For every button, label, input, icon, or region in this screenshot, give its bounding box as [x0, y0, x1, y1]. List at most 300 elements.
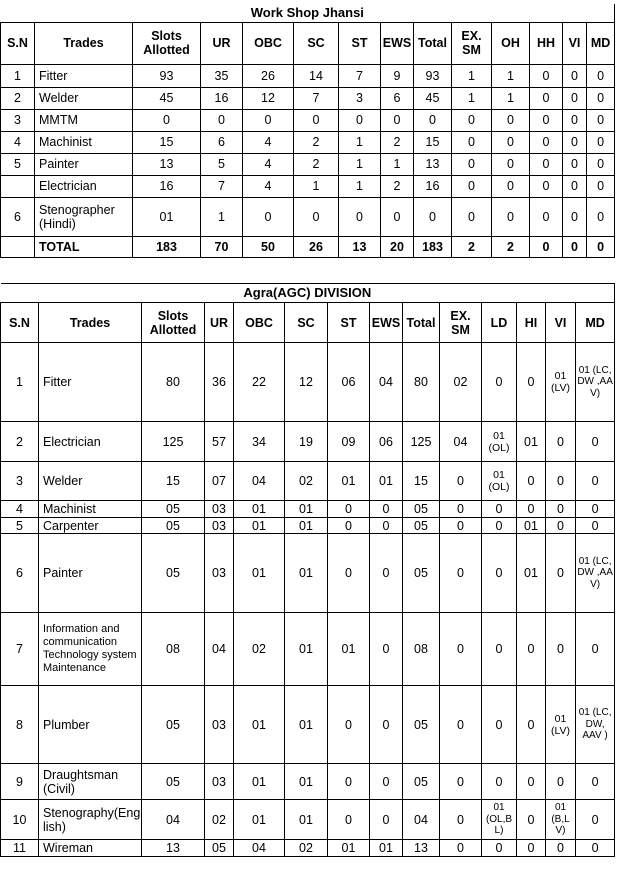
table-row [1, 462, 615, 501]
workshop-title: Work Shop Jhansi [1, 4, 615, 22]
cell-ur: 03 [205, 518, 234, 534]
header-slots: Slots Allotted [142, 303, 205, 343]
table-row [1, 64, 615, 87]
cell-sn: 5 [1, 518, 39, 534]
cell-st: 1 [339, 175, 381, 197]
cell-st: 0 [328, 764, 370, 800]
cell-slots: 05 [142, 518, 205, 534]
cell-ews: 0 [370, 518, 403, 534]
cell-slots: 125 [142, 422, 205, 462]
cell-total: 16 [414, 175, 452, 197]
cell-ur: 03 [205, 534, 234, 613]
cell-ews: 1 [381, 153, 414, 175]
cell-md: 0 [576, 462, 615, 501]
cell-c10: 0 [492, 153, 530, 175]
cell-sc: 01 [285, 800, 328, 840]
header-c11: HH [530, 22, 563, 64]
cell-st: 0 [328, 534, 370, 613]
cell-ur: 6 [201, 131, 243, 153]
cell-ews: 01 [370, 462, 403, 501]
cell-obc: 0 [243, 109, 294, 131]
cell-ews: 0 [381, 109, 414, 131]
cell-ur: 02 [205, 800, 234, 840]
cell-trade: Welder [39, 462, 142, 501]
cell-c11: 0 [530, 109, 563, 131]
cell-c11: 0 [530, 175, 563, 197]
total-sc: 26 [294, 236, 339, 257]
cell-md: 0 [587, 87, 615, 109]
table-row [1, 153, 615, 175]
header-ur: UR [205, 303, 234, 343]
cell-exsm: 0 [440, 518, 482, 534]
cell-st: 01 [328, 840, 370, 857]
header-md: MD [576, 303, 615, 343]
cell-exsm: 1 [452, 87, 492, 109]
total-exsm: 2 [452, 236, 492, 257]
total-c11: 0 [530, 236, 563, 257]
cell-ur: 03 [205, 764, 234, 800]
header-sn: S.N [1, 303, 39, 343]
cell-c10: 0 [482, 534, 517, 613]
header-st: ST [328, 303, 370, 343]
cell-c11: 01 [517, 534, 546, 613]
cell-md: 01 (LC, DW ,AA V) [576, 534, 615, 613]
cell-sc: 1 [294, 175, 339, 197]
cell-total: 05 [403, 518, 440, 534]
cell-total: 08 [403, 613, 440, 686]
cell-sc: 01 [285, 613, 328, 686]
cell-c10: 01 (OL,B L) [482, 800, 517, 840]
total-st: 13 [339, 236, 381, 257]
cell-exsm: 0 [440, 764, 482, 800]
cell-exsm: 04 [440, 422, 482, 462]
cell-c11: 0 [517, 501, 546, 518]
cell-exsm: 0 [440, 501, 482, 518]
header-c10: OH [492, 22, 530, 64]
header-ews: EWS [370, 303, 403, 343]
cell-vi: 0 [546, 462, 576, 501]
header-total: Total [414, 22, 452, 64]
cell-obc: 4 [243, 131, 294, 153]
cell-md: 0 [587, 131, 615, 153]
cell-ur: 36 [205, 343, 234, 422]
cell-ur: 1 [201, 197, 243, 236]
cell-vi: 0 [546, 518, 576, 534]
cell-ews: 01 [370, 840, 403, 857]
cell-vi: 01 (LV) [546, 343, 576, 422]
cell-obc: 01 [234, 800, 285, 840]
cell-md: 0 [587, 175, 615, 197]
cell-c10: 1 [492, 64, 530, 87]
cell-total: 05 [403, 764, 440, 800]
cell-c11: 0 [530, 153, 563, 175]
cell-trade: Fitter [35, 64, 133, 87]
header-vi: VI [546, 303, 576, 343]
cell-trade: Draughtsman (Civil) [39, 764, 142, 800]
header-trade: Trades [35, 22, 133, 64]
total-vi: 0 [563, 236, 587, 257]
cell-vi: 01 (B,L V) [546, 800, 576, 840]
cell-sc: 19 [285, 422, 328, 462]
cell-ur: 57 [205, 422, 234, 462]
cell-total: 05 [403, 686, 440, 764]
cell-exsm: 02 [440, 343, 482, 422]
total-slots: 183 [133, 236, 201, 257]
cell-ur: 03 [205, 501, 234, 518]
cell-st: 06 [328, 343, 370, 422]
cell-ur: 7 [201, 175, 243, 197]
cell-vi: 0 [563, 87, 587, 109]
cell-trade: Plumber [39, 686, 142, 764]
cell-sn: 3 [1, 109, 35, 131]
table-row [1, 501, 615, 518]
cell-obc: 01 [234, 686, 285, 764]
cell-total: 45 [414, 87, 452, 109]
cell-trade: Machinist [35, 131, 133, 153]
cell-sc: 01 [285, 764, 328, 800]
cell-vi: 0 [546, 422, 576, 462]
total-sn [1, 236, 35, 257]
cell-st: 01 [328, 462, 370, 501]
cell-trade: Carpenter [39, 518, 142, 534]
cell-trade: MMTM [35, 109, 133, 131]
cell-sc: 14 [294, 64, 339, 87]
cell-vi: 0 [563, 131, 587, 153]
cell-trade: Electrician [39, 422, 142, 462]
cell-ews: 0 [381, 197, 414, 236]
cell-st: 1 [339, 153, 381, 175]
cell-st: 01 [328, 613, 370, 686]
cell-c10: 0 [492, 109, 530, 131]
cell-slots: 80 [142, 343, 205, 422]
cell-st: 0 [339, 197, 381, 236]
cell-ur: 05 [205, 840, 234, 857]
cell-vi: 0 [546, 501, 576, 518]
cell-md: 0 [587, 109, 615, 131]
total-obc: 50 [243, 236, 294, 257]
cell-vi: 0 [563, 64, 587, 87]
cell-st: 0 [328, 518, 370, 534]
cell-c10: 0 [482, 840, 517, 857]
cell-ews: 0 [370, 800, 403, 840]
cell-sn: 2 [1, 422, 39, 462]
cell-c10: 1 [492, 87, 530, 109]
cell-st: 09 [328, 422, 370, 462]
cell-c10: 0 [492, 175, 530, 197]
cell-ur: 35 [201, 64, 243, 87]
cell-trade: Welder [35, 87, 133, 109]
cell-slots: 08 [142, 613, 205, 686]
cell-ews: 2 [381, 131, 414, 153]
table-row [1, 175, 615, 197]
cell-exsm: 0 [452, 175, 492, 197]
cell-slots: 15 [142, 462, 205, 501]
cell-exsm: 0 [440, 840, 482, 857]
cell-sc: 2 [294, 131, 339, 153]
cell-c10: 0 [482, 343, 517, 422]
cell-st: 1 [339, 131, 381, 153]
total-md: 0 [587, 236, 615, 257]
cell-c11: 0 [517, 613, 546, 686]
cell-c10: 0 [492, 131, 530, 153]
cell-c10: 01 (OL) [482, 462, 517, 501]
cell-md: 0 [587, 153, 615, 175]
cell-md: 01 (LC, DW, AAV ) [576, 686, 615, 764]
workshop-jhansi-table [0, 4, 615, 258]
cell-sn: 5 [1, 153, 35, 175]
cell-md: 0 [576, 800, 615, 840]
cell-sn: 7 [1, 613, 39, 686]
cell-slots: 16 [133, 175, 201, 197]
cell-exsm: 0 [440, 534, 482, 613]
cell-sc: 7 [294, 87, 339, 109]
cell-md: 0 [576, 613, 615, 686]
cell-slots: 04 [142, 800, 205, 840]
cell-st: 0 [339, 109, 381, 131]
cell-exsm: 1 [452, 64, 492, 87]
workshop-total-row [1, 236, 615, 257]
cell-slots: 05 [142, 764, 205, 800]
cell-md: 0 [587, 197, 615, 236]
cell-sn: 9 [1, 764, 39, 800]
header-st: ST [339, 22, 381, 64]
header-vi: VI [563, 22, 587, 64]
cell-c11: 01 [517, 518, 546, 534]
total-ur: 70 [201, 236, 243, 257]
cell-obc: 04 [234, 462, 285, 501]
header-slots: Slots Allotted [133, 22, 201, 64]
cell-exsm: 0 [452, 153, 492, 175]
table-row [1, 840, 615, 857]
cell-slots: 13 [142, 840, 205, 857]
cell-ews: 0 [370, 764, 403, 800]
cell-ews: 04 [370, 343, 403, 422]
cell-obc: 02 [234, 613, 285, 686]
cell-vi: 0 [546, 764, 576, 800]
cell-md: 0 [576, 840, 615, 857]
cell-st: 0 [328, 800, 370, 840]
cell-c11: 0 [530, 87, 563, 109]
cell-sn: 6 [1, 534, 39, 613]
cell-md: 0 [576, 501, 615, 518]
cell-sc: 01 [285, 534, 328, 613]
cell-sn [1, 175, 35, 197]
cell-sn: 8 [1, 686, 39, 764]
cell-vi: 0 [546, 840, 576, 857]
cell-obc: 01 [234, 534, 285, 613]
cell-obc: 4 [243, 153, 294, 175]
cell-ews: 06 [370, 422, 403, 462]
cell-c11: 0 [517, 840, 546, 857]
table-row [1, 800, 615, 840]
cell-sn: 1 [1, 64, 35, 87]
cell-obc: 12 [243, 87, 294, 109]
cell-md: 0 [576, 422, 615, 462]
cell-slots: 05 [142, 501, 205, 518]
cell-total: 15 [403, 462, 440, 501]
cell-vi: 0 [546, 613, 576, 686]
cell-obc: 01 [234, 518, 285, 534]
cell-c10: 0 [482, 613, 517, 686]
cell-exsm: 0 [440, 462, 482, 501]
cell-obc: 26 [243, 64, 294, 87]
cell-exsm: 0 [452, 131, 492, 153]
header-c10: LD [482, 303, 517, 343]
table-row [1, 422, 615, 462]
cell-ews: 2 [381, 175, 414, 197]
header-ur: UR [201, 22, 243, 64]
cell-ews: 0 [370, 613, 403, 686]
header-exsm: EX. SM [440, 303, 482, 343]
cell-trade: Machinist [39, 501, 142, 518]
cell-obc: 34 [234, 422, 285, 462]
cell-c11: 0 [530, 64, 563, 87]
cell-c11: 0 [517, 800, 546, 840]
cell-obc: 04 [234, 840, 285, 857]
cell-md: 0 [576, 764, 615, 800]
table-row [1, 87, 615, 109]
cell-c10: 0 [482, 764, 517, 800]
cell-vi: 01 (LV) [546, 686, 576, 764]
table-row [1, 764, 615, 800]
cell-sn: 1 [1, 343, 39, 422]
cell-sn: 4 [1, 501, 39, 518]
cell-trade: Painter [39, 534, 142, 613]
cell-exsm: 0 [452, 197, 492, 236]
total-trade: TOTAL [35, 236, 133, 257]
cell-st: 7 [339, 64, 381, 87]
cell-total: 125 [403, 422, 440, 462]
cell-sn: 4 [1, 131, 35, 153]
cell-obc: 01 [234, 764, 285, 800]
cell-total: 13 [403, 840, 440, 857]
total-c10: 2 [492, 236, 530, 257]
cell-c11: 01 [517, 422, 546, 462]
cell-ews: 0 [370, 686, 403, 764]
cell-c10: 0 [482, 686, 517, 764]
table-row [1, 518, 615, 534]
cell-sn: 11 [1, 840, 39, 857]
cell-exsm: 0 [440, 686, 482, 764]
cell-vi: 0 [563, 197, 587, 236]
cell-c10: 0 [482, 501, 517, 518]
cell-md: 0 [576, 518, 615, 534]
cell-trade: Wireman [39, 840, 142, 857]
cell-c11: 0 [517, 764, 546, 800]
cell-ur: 03 [205, 686, 234, 764]
header-sn: S.N [1, 22, 35, 64]
table-row [1, 343, 615, 422]
cell-c11: 0 [530, 131, 563, 153]
cell-total: 13 [414, 153, 452, 175]
cell-trade: Information and communication Technology system Maintenance [39, 613, 142, 686]
cell-obc: 22 [234, 343, 285, 422]
cell-slots: 13 [133, 153, 201, 175]
cell-total: 15 [414, 131, 452, 153]
agra-division-table [0, 283, 615, 857]
cell-c10: 0 [492, 197, 530, 236]
header-ews: EWS [381, 22, 414, 64]
header-c11: HI [517, 303, 546, 343]
table-row [1, 534, 615, 613]
cell-trade: Fitter [39, 343, 142, 422]
cell-ur: 16 [201, 87, 243, 109]
cell-sc: 0 [294, 197, 339, 236]
cell-trade: Painter [35, 153, 133, 175]
header-exsm: EX. SM [452, 22, 492, 64]
cell-md: 01 (LC, DW ,AA V) [576, 343, 615, 422]
cell-sc: 02 [285, 840, 328, 857]
cell-st: 0 [328, 501, 370, 518]
cell-vi: 0 [546, 534, 576, 613]
cell-total: 05 [403, 501, 440, 518]
cell-slots: 05 [142, 534, 205, 613]
cell-slots: 15 [133, 131, 201, 153]
cell-total: 0 [414, 197, 452, 236]
cell-ews: 0 [370, 501, 403, 518]
cell-slots: 93 [133, 64, 201, 87]
cell-sn: 2 [1, 87, 35, 109]
cell-c11: 0 [517, 343, 546, 422]
cell-sc: 02 [285, 462, 328, 501]
cell-ur: 07 [205, 462, 234, 501]
cell-slots: 05 [142, 686, 205, 764]
cell-obc: 0 [243, 197, 294, 236]
agra-header-row [1, 303, 615, 343]
cell-ur: 0 [201, 109, 243, 131]
table-row [1, 131, 615, 153]
header-obc: OBC [243, 22, 294, 64]
cell-vi: 0 [563, 109, 587, 131]
header-trade: Trades [39, 303, 142, 343]
cell-obc: 4 [243, 175, 294, 197]
cell-st: 0 [328, 686, 370, 764]
cell-total: 80 [403, 343, 440, 422]
cell-ews: 0 [370, 534, 403, 613]
cell-exsm: 0 [440, 800, 482, 840]
cell-sn: 3 [1, 462, 39, 501]
cell-trade: Stenography(Eng lish) [39, 800, 142, 840]
cell-sc: 2 [294, 153, 339, 175]
total-total: 183 [414, 236, 452, 257]
header-obc: OBC [234, 303, 285, 343]
header-sc: SC [285, 303, 328, 343]
cell-c11: 0 [517, 686, 546, 764]
cell-c10: 01 (OL) [482, 422, 517, 462]
cell-vi: 0 [563, 153, 587, 175]
cell-trade: Electrician [35, 175, 133, 197]
cell-sc: 01 [285, 501, 328, 518]
cell-ews: 6 [381, 87, 414, 109]
cell-sc: 12 [285, 343, 328, 422]
cell-slots: 0 [133, 109, 201, 131]
cell-c11: 0 [517, 462, 546, 501]
table-row [1, 197, 615, 236]
cell-c10: 0 [482, 518, 517, 534]
cell-total: 04 [403, 800, 440, 840]
cell-obc: 01 [234, 501, 285, 518]
cell-sn: 6 [1, 197, 35, 236]
cell-sc: 0 [294, 109, 339, 131]
header-sc: SC [294, 22, 339, 64]
table-row [1, 613, 615, 686]
agra-title: Agra(AGC) DIVISION [1, 284, 615, 303]
cell-md: 0 [587, 64, 615, 87]
cell-total: 93 [414, 64, 452, 87]
cell-exsm: 0 [440, 613, 482, 686]
cell-trade: Stenographer (Hindi) [35, 197, 133, 236]
table-row [1, 686, 615, 764]
